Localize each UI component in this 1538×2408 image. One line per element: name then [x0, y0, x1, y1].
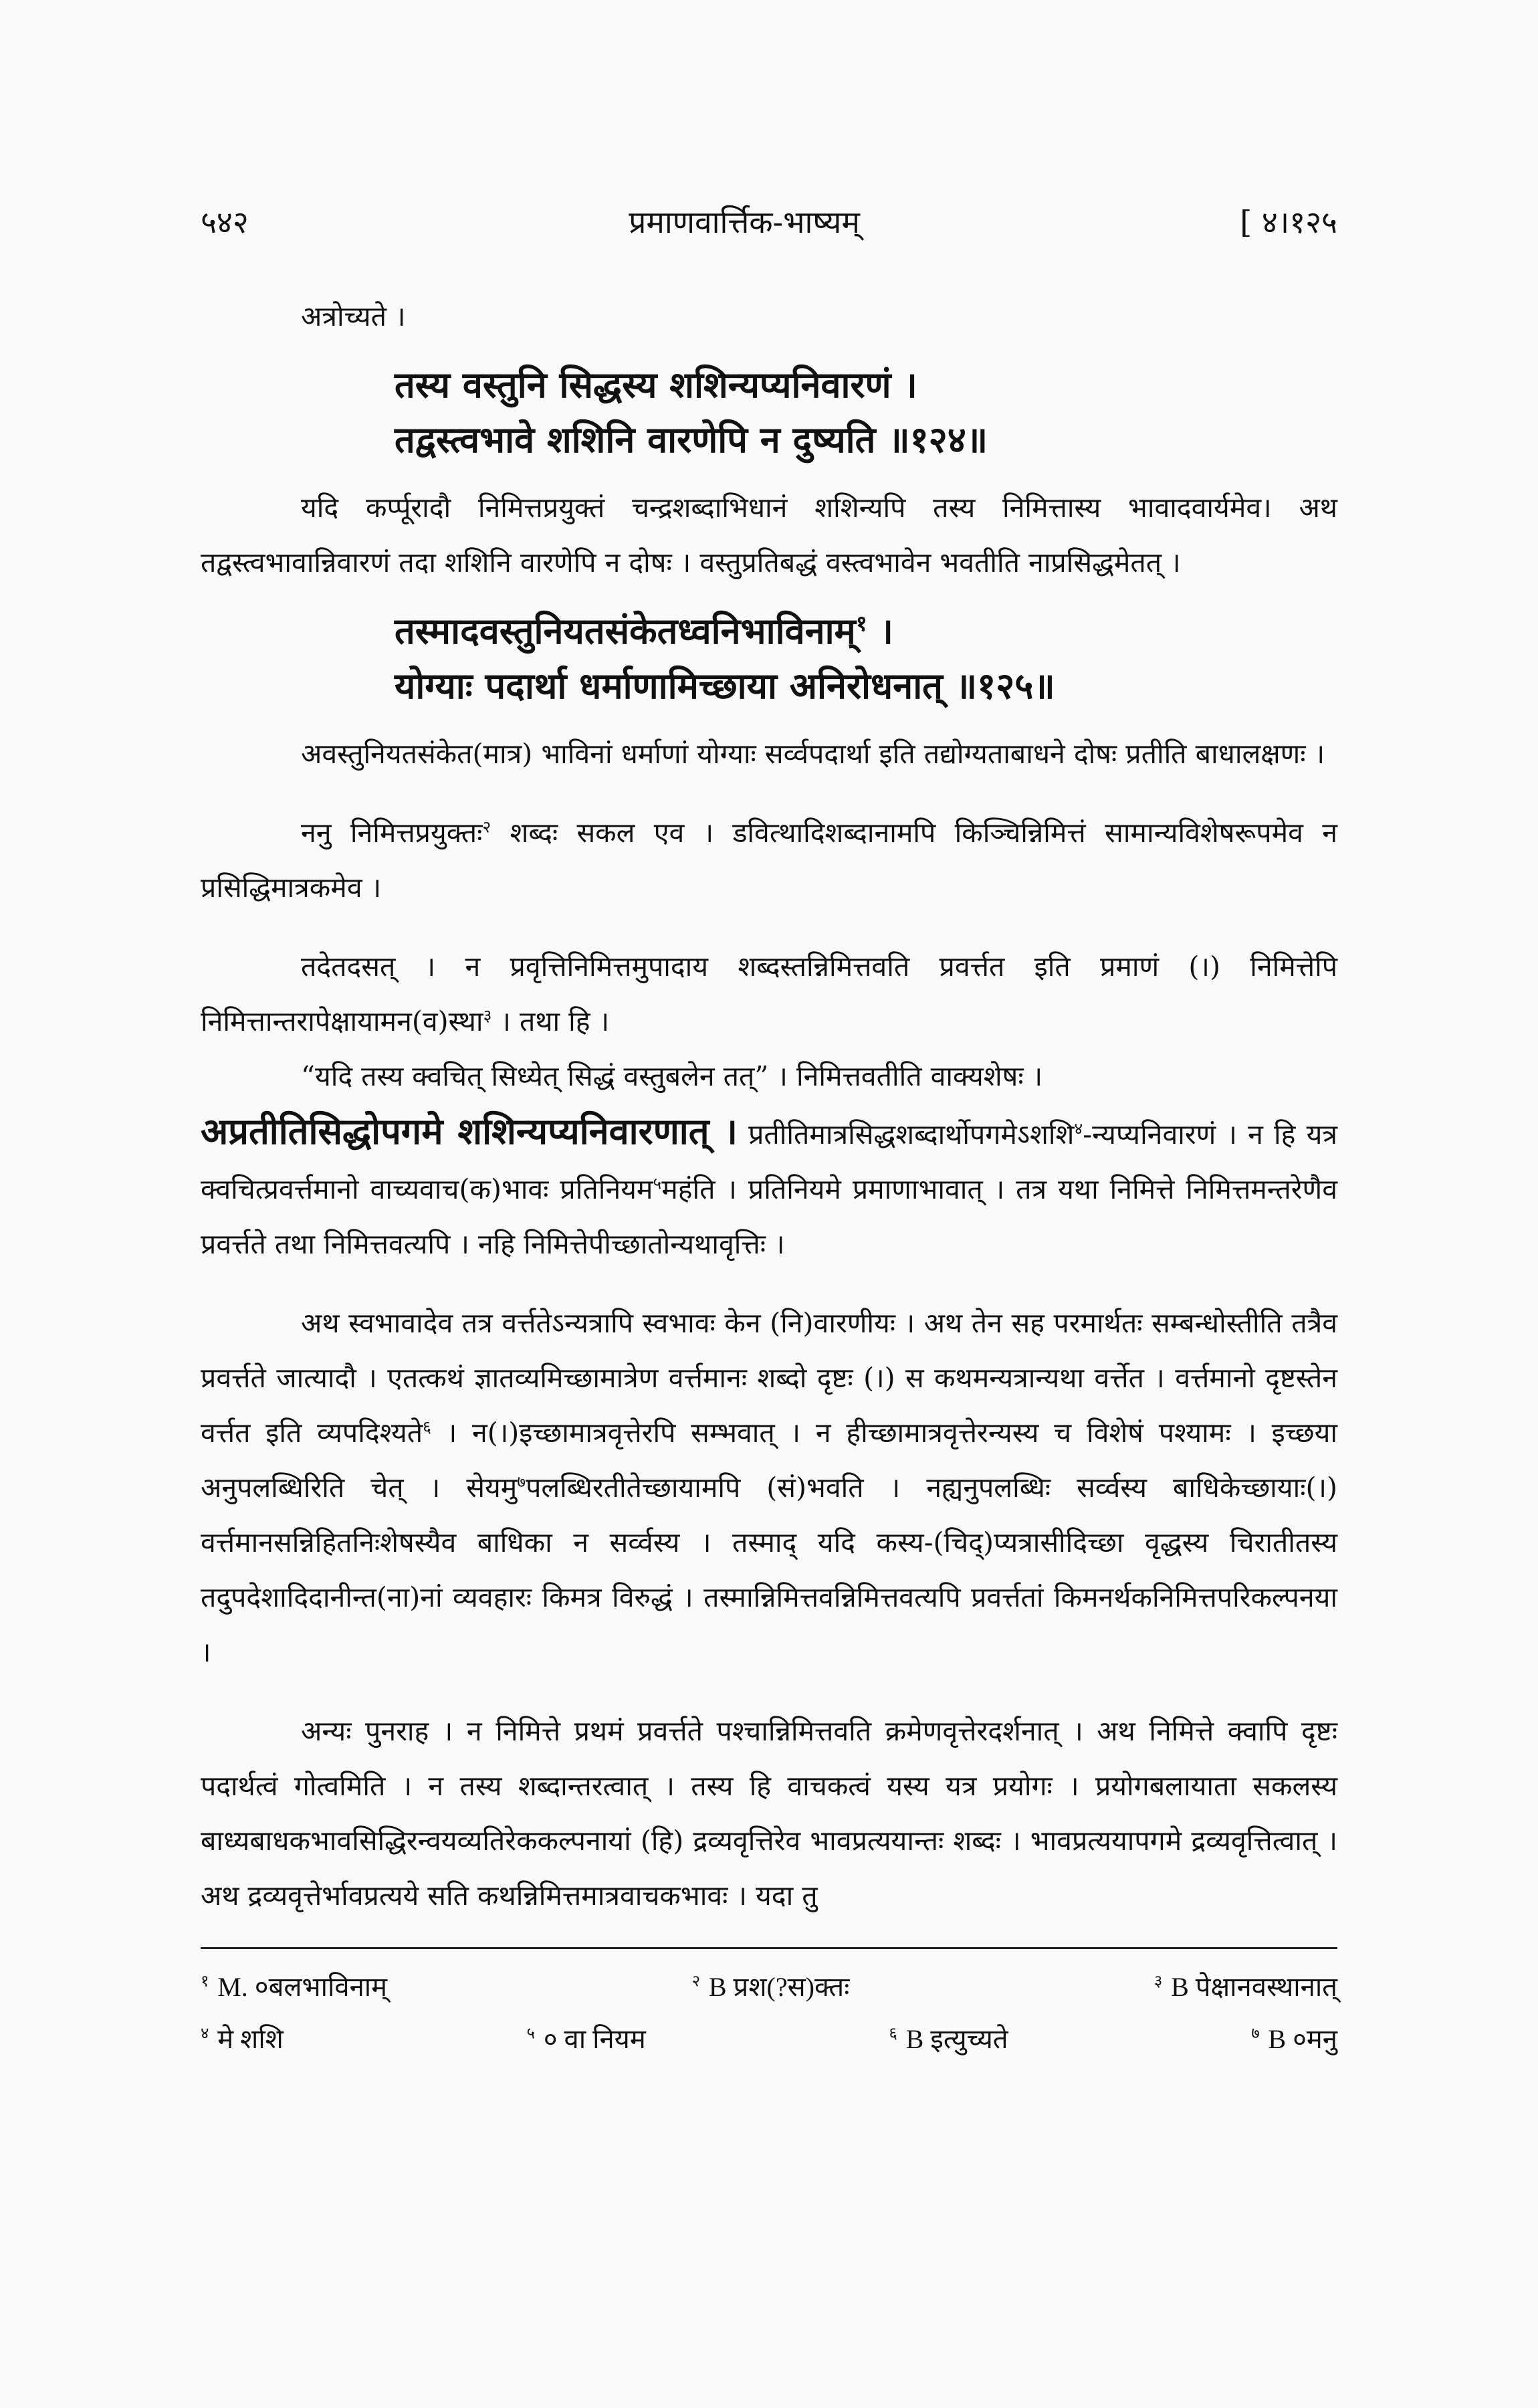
- commentary-paragraph-2: अवस्तुनियतसंकेत(मात्र) भाविनां धर्माणां योग्याः सर्व्वपदार्था इति तद्योग्यताबाधने दोषः प्रतीति बाधालक्षणः ।: [301, 738, 1325, 770]
- footnote-4-number: ४: [201, 2023, 209, 2043]
- footnote-1-text: M. ०बलभाविनाम्: [217, 1972, 388, 2002]
- commentary-paragraph-4: [201, 939, 1337, 1049]
- quotation-rest-c: महंति । प्रतिनियमे प्रमाणाभावात् । तत्र यथा निमित्ते निमित्तमन्तरेणैव प्रवर्त्तते तथा निमित्तवत्यपि । नहि निमित्तेपीच्छातोन्यथावृत्तिः ।: [201, 1173, 1337, 1260]
- section-reference: [ ४।१२५: [1240, 204, 1337, 240]
- quotation-commentary: [201, 1104, 1337, 1272]
- verse-124-line-2: तद्वस्त्वभावे शशिनि वारणेपि न दुष्यति ॥१२४॥: [395, 418, 988, 461]
- footnote-ref-6: ६: [423, 1417, 431, 1437]
- quotation-block: [201, 1049, 1337, 1272]
- verse-125-line-1: [395, 603, 1337, 658]
- footnote-ref-1: १: [855, 611, 867, 636]
- footnote-2-number: २: [691, 1971, 701, 1991]
- verse-125-line-1-text: तस्मादवस्तुनियतसंकेतध्वनिभाविनाम्: [395, 609, 856, 652]
- paragraph-4-part-b: । तथा हि ।: [491, 1005, 610, 1037]
- footnotes-row-2: [201, 2013, 1337, 2066]
- quotation-rest-b: -न्यप्यनिवारणं । न हि यत्र क्वचित्प्रवर्त्तमानो वाच्यवाच(क)भावः प्रतिनियम: [201, 1118, 1337, 1205]
- paragraph-3-part-a: ननु निमित्तप्रयुक्तः: [301, 817, 483, 849]
- footnote-ref-3: ३: [483, 1005, 492, 1025]
- commentary-paragraph-1: यदि कर्प्पूरादौ निमित्तप्रयुक्तं चन्द्रशब्दाभिधानं शशिन्यपि तस्य निमित्तास्य भावादवार्यमेव। अथ तद्वस्त्वभावान्निवारणं तदा शशिनि वारणेपि न दोषः । वस्तुप्रतिबद्धं वस्त्वभावेन भवतीति नाप्रसिद्धमेतत् ।: [201, 492, 1337, 579]
- footnote-7: [1251, 2013, 1337, 2066]
- footnote-1: [201, 1961, 387, 2013]
- footnotes-row-1: [201, 1961, 1337, 2013]
- intro-line: अत्रोच्यते ।: [301, 300, 406, 332]
- footnote-5-text: ० वा नियम: [543, 2024, 646, 2054]
- commentary-paragraph-5: [201, 1296, 1337, 1680]
- footnote-6-text: B इत्युच्यते: [905, 2024, 1008, 2054]
- paragraph-5-part-b: । न(।)इच्छामात्रवृत्तेरपि सम्भवात् । न हीच्छामात्रवृत्तेरन्यस्य च विशेषं पश्यामः । इच्छया अनुपलब्धिरिति चेत् । सेयमु: [201, 1417, 1337, 1504]
- running-title: प्रमाणवार्त्तिक-भाष्यम्: [629, 204, 860, 240]
- footnote-3: [1154, 1961, 1337, 2013]
- paragraph-5-part-c: पलब्धिरतीतेच्छायामपि (सं)भवति । नह्यनुपलब्धिः सर्व्वस्य बाधिकेच्छायाः(।) वर्त्तमानसन्निहितनिःशेषस्यैव बाधिका न सर्व्वस्य । तस्माद् यदि कस्य-(चिद्)प्यत्रासीदिच्छा वृद्धस्य चिरातीतस्य तदुपदेशादिदानीन्त(ना)नां व्यवहारः किमत्र विरुद्धं । तस्मान्निमित्तवन्निमित्तवत्यपि प्रवर्त्ततां किमनर्थकनिमित्तपरिकल्पनया ।: [201, 1472, 1338, 1668]
- verse-125-line-2: योग्याः पदार्था धर्माणामिच्छाया अनिरोधनात् ॥१२५॥: [395, 664, 1055, 707]
- verse-124: [395, 357, 1337, 467]
- footnote-2-text: B प्रश(?स)क्तः: [708, 1972, 850, 2002]
- footnote-4-text: मे शशि: [217, 2024, 284, 2054]
- verse-124-line-1: तस्य वस्तुनि सिद्धस्य शशिन्यप्यनिवारणं ।: [395, 363, 917, 406]
- footnote-ref-4: ४: [1074, 1118, 1083, 1138]
- verse-125: [395, 603, 1337, 713]
- footnote-1-number: १: [201, 1971, 209, 1991]
- footnote-3-number: ३: [1154, 1971, 1163, 1991]
- quotation-line: “यदि तस्य क्वचित् सिध्येत् सिद्धं वस्तुबलेन तत्” । निमित्तवतीति वाक्यशेषः ।: [301, 1060, 1043, 1092]
- paragraph-5-part-a: अथ स्वभावादेव तत्र वर्त्ततेऽन्यत्रापि स्वभावः केन (नि)वारणीयः । अथ तेन सह परमार्थतः सम्बन्धोस्तीति तत्रैव प्रवर्त्तते जात्यादौ । एतत्कथं ज्ञातव्यमिच्छामात्रेण वर्त्तमानः शब्दो दृष्टः (।) स कथमन्यत्रान्यथा वर्त्तेत । वर्त्तमानो दृष्टस्तेन वर्त्तत इति व्यपदिश्यते: [201, 1307, 1337, 1449]
- footnote-5-number: ५: [526, 2023, 535, 2043]
- commentary-paragraph-6: अन्यः पुनराह । न निमित्ते प्रथमं प्रवर्त्तते पश्चान्निमित्तवति क्रमेणवृत्तेरदर्शनात् । अथ निमित्ते क्वापि दृष्टः पदार्थत्वं गोत्वमिति । न तस्य शब्दान्तरत्वात् । तस्य हि वाचकत्वं यस्य यत्र प्रयोगः । प्रयोगबलायाता सकलस्य बाध्यबाधकभावसिद्धिरन्वयव्यतिरेककल्पनायां (हि) द्रव्यवृत्तिरेव भावप्रत्ययान्तः शब्दः । भावप्रत्ययापगमे द्रव्यवृत्तित्वात् । अथ द्रव्यवृत्तेर्भावप्रत्यये सति कथन्निमित्तमात्रवाचकभावः । यदा तु: [201, 1715, 1337, 1912]
- running-header: [201, 201, 1337, 242]
- footnote-6-number: ६: [889, 2023, 897, 2043]
- footnote-6: [889, 2013, 1008, 2066]
- footnote-2: [692, 1961, 850, 2013]
- verse-125-line-1-end: ।: [867, 609, 893, 652]
- page-number: ५४२: [201, 204, 249, 240]
- footnote-4: [201, 2013, 284, 2066]
- footnote-divider: [201, 1947, 1337, 1949]
- footnote-7-text: B ०मनु: [1268, 2024, 1337, 2054]
- footnote-5: [527, 2013, 646, 2066]
- commentary-paragraph-3: [201, 805, 1337, 915]
- quotation-bold-phrase: अप्रतीतिसिद्धोपगमे शशिन्यप्यनिवारणात् ।: [201, 1110, 738, 1152]
- paragraph-3-part-b: शब्दः सकल एव । डवित्थादिशब्दानामपि किञ्चिन्निमित्तं सामान्यविशेषरूपमेव न प्रसिद्धिमात्रकमेव ।: [201, 817, 1337, 904]
- footnote-3-text: B पेक्षानवस्थानात्: [1171, 1972, 1337, 2002]
- footnote-7-number: ७: [1251, 2023, 1260, 2043]
- quotation-rest-a: प्रतीतिमात्रसिद्धशब्दार्थोपगमेऽशशि: [737, 1118, 1075, 1150]
- footnote-ref-5: ५: [653, 1173, 662, 1193]
- footnote-ref-7: ७: [517, 1472, 526, 1492]
- paragraph-4-part-a: तदेतदसत् । न प्रवृत्तिनिमित्तमुपादाय शब्दस्तन्निमित्तवति प्रवर्त्तत इति प्रमाणं (।) निमित्तेपि निमित्तान्तरापेक्षायामन(व)स्था: [201, 950, 1337, 1037]
- footnote-ref-2: २: [482, 817, 491, 837]
